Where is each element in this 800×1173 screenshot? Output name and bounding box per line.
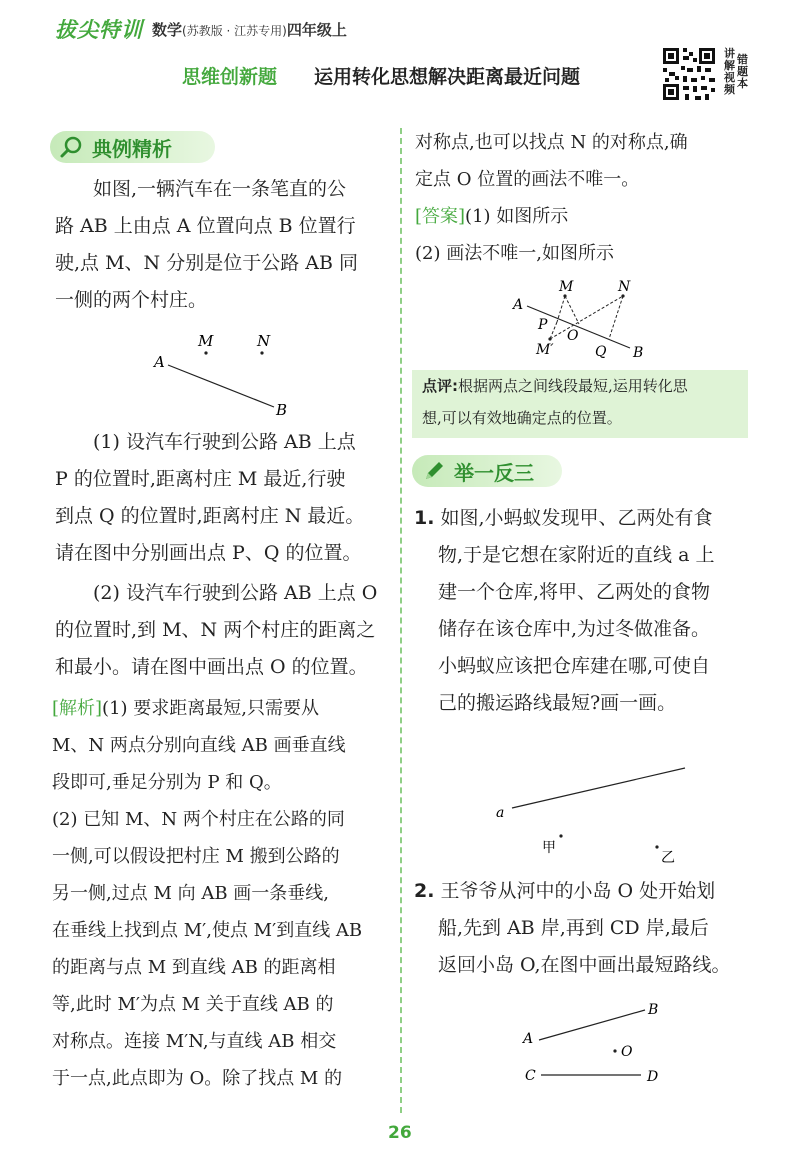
question-2: (2) 设汽车行驶到公路 AB 上点 O 的位置时,到 M、N 两个村庄的距离之 和最小。请在图中画出点 O 的位置。 bbox=[55, 582, 378, 678]
answer-tag: [答案] bbox=[415, 206, 466, 227]
ans-label-o: O bbox=[567, 328, 579, 344]
analysis-tag: [解析] bbox=[52, 698, 103, 719]
practice-1-figure bbox=[490, 760, 700, 870]
ans-label-a: A bbox=[513, 297, 524, 313]
example-heading-text: 典例精析 bbox=[92, 136, 172, 161]
p1-label-yi: 乙 bbox=[661, 850, 675, 866]
ans-label-q: Q bbox=[595, 344, 607, 360]
column-divider bbox=[400, 128, 402, 1113]
label-n: N bbox=[257, 332, 271, 350]
example-problem: 如图,一辆汽车在一条笔直的公 路 AB 上由点 A 位置向点 B 位置行 驶,点 M、N 分别是位于公路 AB 同 一侧的两个村庄。 bbox=[55, 178, 358, 311]
answer-figure bbox=[505, 276, 660, 368]
practice-2-number: 2. bbox=[414, 880, 435, 902]
page-number: 26 bbox=[388, 1123, 412, 1143]
magnifier-icon bbox=[58, 133, 86, 161]
label-a: A bbox=[154, 353, 165, 371]
p2-label-d: D bbox=[647, 1069, 659, 1085]
practice-heading bbox=[412, 455, 562, 487]
practice-2-figure bbox=[515, 995, 675, 1090]
ans-label-m-prime: M′ bbox=[536, 342, 554, 358]
comment-box: 点评:根据两点之间线段最短,运用转化思 想,可以有效地确定点的位置。 bbox=[412, 370, 748, 438]
qr-caption bbox=[724, 46, 750, 102]
analysis: [解析](1) 要求距离最短,只需要从 M、N 两点分别向直线 AB 画垂直线 段即可,垂足分别为 P 和 Q。 (2) 已知 M、N 两个村庄在公路的同 一侧,可以假设把村庄 M 搬到公路的 另一侧,过点 M 向 AB 画一条垂线, 在垂线上找到点 M′,使点 M′到直线 AB 的距离与点 M 到直线 AB 的距离相 等,此时 M′为点 M 关于直线 AB 的 对称点。连接 M′N,与直线 AB 相交 于一点,此点即为 O。除了找点 M 的 bbox=[52, 698, 363, 1089]
edition: (苏教版 · 江苏专用) bbox=[182, 24, 287, 38]
series-logo: 拔尖特训 bbox=[55, 18, 143, 42]
section-label: 思维创新题 bbox=[182, 66, 278, 88]
grade: 四年级上 bbox=[286, 21, 347, 39]
answer: [答案](1) 如图所示 (2) 画法不唯一,如图所示 bbox=[415, 206, 614, 264]
p2-label-c: C bbox=[525, 1068, 536, 1084]
qr-caption-mistakes: 错题本 bbox=[737, 53, 748, 90]
example-figure bbox=[140, 325, 310, 420]
ans-label-n: N bbox=[618, 279, 631, 295]
practice-1-number: 1. bbox=[414, 507, 435, 529]
ans-label-b: B bbox=[633, 345, 644, 361]
comment-label: 点评: bbox=[422, 377, 458, 395]
qr-caption-video: 讲解视频 bbox=[724, 47, 735, 96]
p1-label-a: a bbox=[496, 805, 505, 821]
example-heading bbox=[50, 131, 215, 163]
pencil-icon bbox=[420, 457, 448, 485]
practice-heading-text: 举一反三 bbox=[454, 460, 534, 485]
practice-2: 2. 王爷爷从河中的小岛 O 处开始划 船,先到 AB 岸,再到 CD 岸,最后 返回小岛 O,在图中画出最短路线。 bbox=[414, 880, 731, 976]
ans-label-m: M bbox=[559, 279, 574, 295]
ans-label-p: P bbox=[538, 317, 548, 333]
qr-code-icon[interactable] bbox=[661, 46, 717, 102]
practice-1: 1. 如图,小蚂蚁发现甲、乙两处有食 物,于是它想在家附近的直线 a 上 建一个仓库,将甲、乙两处的食物 储存在该仓库中,为过冬做准备。 小蚂蚁应该把仓库建在哪,可使自 己的搬运路线最短?画一画。 bbox=[414, 507, 715, 714]
p2-label-b: B bbox=[648, 1002, 659, 1018]
question-1: (1) 设汽车行驶到公路 AB 上点 P 的位置时,距离村庄 M 最近,行驶 到点 Q 的位置时,距离村庄 N 最近。 请在图中分别画出点 P、Q 的位置。 bbox=[55, 431, 365, 564]
analysis-continued: 对称点,也可以找点 N 的对称点,确 定点 O 位置的画法不唯一。 bbox=[415, 132, 688, 190]
p1-label-jia: 甲 bbox=[542, 840, 556, 856]
label-m: M bbox=[198, 332, 214, 350]
book-info bbox=[152, 19, 347, 40]
section-title: 运用转化思想解决距离最近问题 bbox=[314, 66, 581, 88]
subject: 数学 bbox=[152, 21, 183, 39]
p2-label-o: O bbox=[621, 1044, 633, 1060]
p2-label-a: A bbox=[523, 1031, 534, 1047]
label-b: B bbox=[276, 401, 288, 419]
